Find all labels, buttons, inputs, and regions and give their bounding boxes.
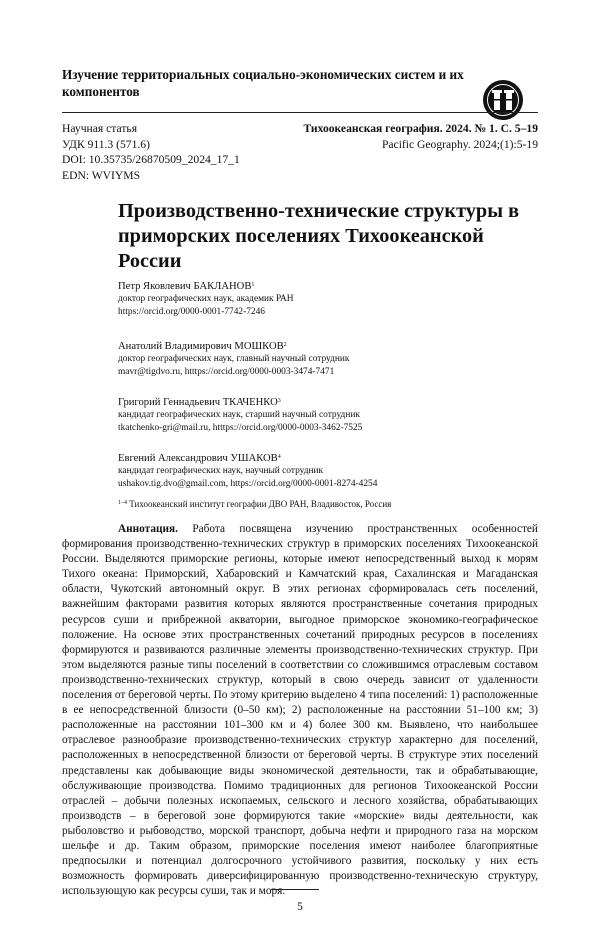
edn: EDN: WVIYMS [62, 168, 141, 182]
footer-rule [271, 889, 319, 890]
article-meta [62, 121, 240, 183]
author-degree: кандидат географических наук, старший научный сотрудник [118, 410, 360, 420]
doi: DOI: 10.35735/26870509_2024_17_1 [62, 153, 240, 166]
affiliation: $^{1-4}$ Тихоокеанский институт географии ДВО РАН, Владивосток, Россия [118, 499, 392, 509]
abstract-label: Аннотация. [118, 523, 178, 535]
author-degree: доктор географических наук, академик РАН [118, 294, 294, 304]
author-name: Евгений Александрович УШАКОВ$^4$ [118, 453, 281, 464]
journal-citation-en: Pacific Geography. 2024;(1):5-19 [381, 137, 538, 151]
author-degree: кандидат географических наук, научный сотрудник [118, 466, 324, 476]
udk-code: УДК 911.3 (571.6) [62, 137, 150, 151]
author-block [118, 396, 538, 435]
author-name: Григорий Геннадьевич ТКАЧЕНКО$^3$ [118, 397, 281, 408]
author-name: Петр Яковлевич БАКЛАНОВ$^1$ [118, 281, 255, 292]
author-contacts: https://orcid.org/0000-0001-7742-7246 [118, 307, 265, 317]
journal-logo-icon [481, 78, 525, 122]
author-block [118, 340, 538, 379]
journal-citation [303, 121, 538, 152]
abstract [62, 522, 538, 899]
page-number: 5 [297, 901, 303, 913]
author-block [118, 452, 538, 491]
author-contacts: mavr@tigdvo.ru, htttps://orcid.org/0000-0003-3474-7471 [118, 367, 335, 377]
header-rule [62, 112, 538, 113]
author-contacts: ushakov.tig.dvo@gmail.com, https://orcid.org/0000-0001-8274-4254 [118, 479, 378, 489]
section-title: Изучение территориальных социально-экономических систем и их компонентов [62, 67, 464, 99]
article-type: Научная статья [62, 122, 138, 135]
author-degree: доктор географических наук, главный научный сотрудник [118, 354, 350, 364]
abstract-text: Работа посвящена изучению пространственных особенностей формирования производственно-технических структур в приморских поселениях Тихоокеанской России. Выделяются приморские регионы, которые имеют непосредственный выход к морям Тихого океана: Приморский, Хабаровский и Камчатский края, Сахалинская и Магаданская области, Чукотский автономный округ. В этих регионах сформировалась сеть поселений, важнейшим факторами развития которых являются пространственные сочетания природных ресурсов суши и прибрежной акватории, выгодное приморское экономико-географическое положение. На основе этих пространственных сочетаний природных ресурсов в поселениях формируются и развиваются различные элементы производственно-технических структур. При этом выделяются разные типы поселений в соответствии со сложившимся отраслевым составом производственно-технических структур, который в свою очередь зависит от удаленности поселения от береговой черты. По этому критерию выделено 4 типа поселений: 1) расположенные в ее непосредственной близости (0–50 км); 2) расположенные на расстоянии 51–100 км; 3) расположенные на расстоянии 101–300 км и 4) более 300 км. Выявлено, что наибольшее отраслевое разнообразие производственно-технических структур характерно для поселений, расположенных в непосредственной близости от береговой черты. В структуре этих поселений представлены как добывающие виды экономической деятельности, так и обрабатывающие, обслуживающие производства. Помимо традиционных для регионов Тихоокеанской России отраслей – добычи полезных ископаемых, сельского и лесного хозяйства, обрабатывающих производств – в береговой зоне формируются такие «морские» виды деятельности, как рыболовство и рыбоводство, морской транспорт, добыча нефти и природного газа на морском шельфе и др. Таким образом, приморские поселения имеют наиболее благоприятные предпосылки и потенциал долгосрочного устойчивого развития, поскольку у них есть возможность формировать диверсифицированную производственно-техническую структуру, использующую как ресурсы суши, так и моря. [62, 523, 538, 898]
journal-citation-ru: Тихоокеанская география. 2024. № 1. С. 5–19 [303, 122, 538, 135]
author-contacts: tkatchenko-gri@mail.ru, htttps://orcid.org/0000-0003-3462-7525 [118, 423, 363, 433]
article-title: Производственно-технические структуры в приморских поселениях Тихоокеанской России [118, 200, 520, 272]
author-block [118, 280, 538, 319]
author-name: Анатолий Владимирович МОШКОВ$^2$ [118, 341, 287, 352]
